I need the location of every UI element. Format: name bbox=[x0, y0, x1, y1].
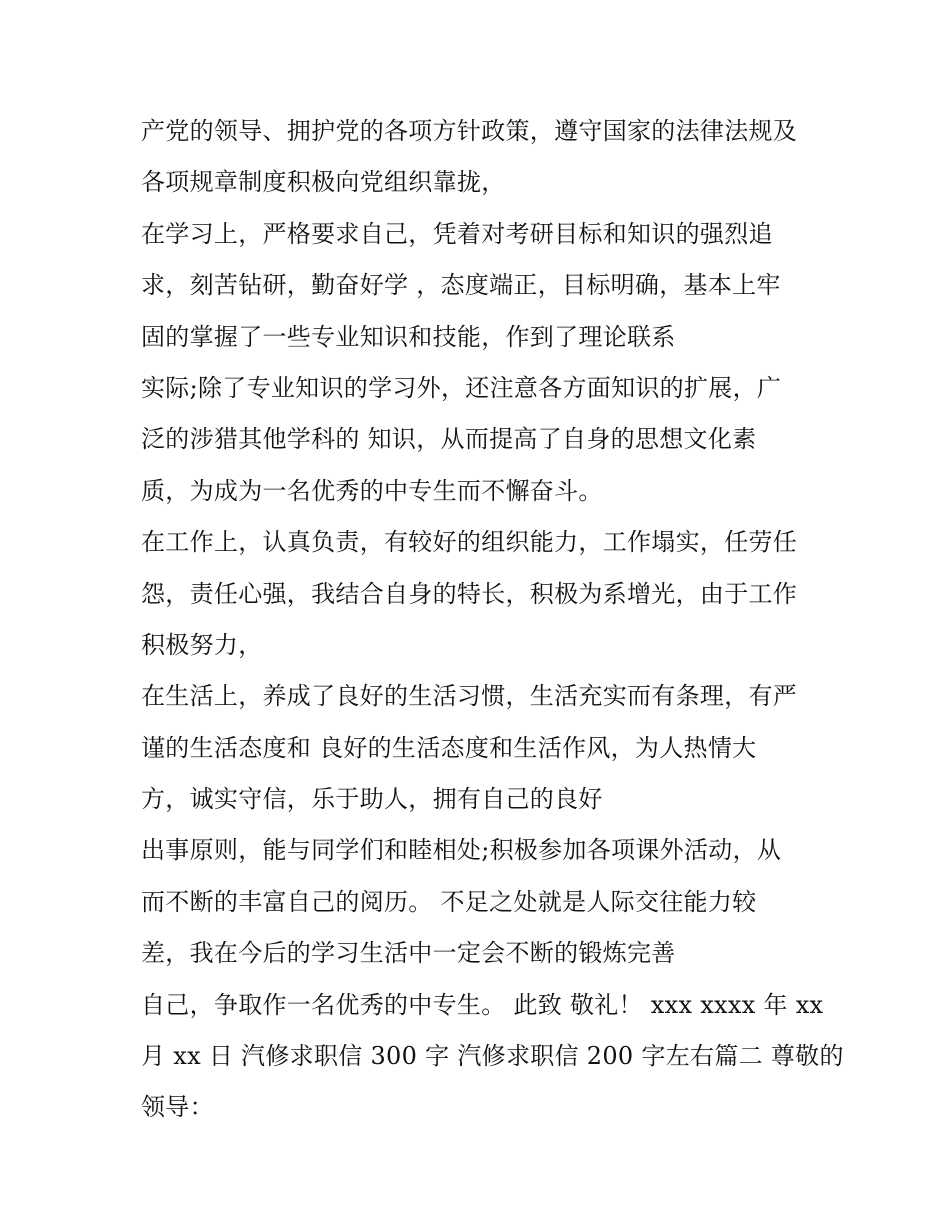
text-line: 积极努力， bbox=[141, 630, 263, 659]
text-line: 自己，争取作一名优秀的中专生。 此致 敬礼！ xxx xxxx 年 xx bbox=[141, 990, 824, 1019]
text-line: 实际;除了专业知识的学习外，还注意各方面知识的扩展，广 bbox=[141, 373, 782, 402]
text-line: 在生活上，养成了良好的生活习惯，生活充实而有条理，有严 bbox=[141, 682, 798, 711]
text-line: 谨的生活态度和 良好的生活态度和生活作风，为人热情大 bbox=[141, 733, 757, 762]
text-line: 差，我在今后的学习生活中一定会不断的锻炼完善 bbox=[141, 939, 676, 968]
document-body bbox=[141, 106, 844, 1134]
text-line: 质，为成为一名优秀的中专生而不懈奋斗。 bbox=[141, 476, 603, 505]
text-line: 而不断的丰富自己的阅历。 不足之处就是人际交往能力较 bbox=[141, 887, 757, 916]
text-line: 求，刻苦钻研，勤奋好学 ，态度端正，目标明确，基本上牢 bbox=[141, 271, 781, 300]
text-line: 领导： bbox=[141, 1093, 214, 1122]
text-line: 方，诚实守信，乐于助人，拥有自己的良好 bbox=[141, 785, 603, 814]
text-line: 固的掌握了一些专业知识和技能，作到了理论联系 bbox=[141, 322, 676, 351]
text-line: 产党的领导、拥护党的各项方针政策，遵守国家的法律法规及 bbox=[141, 117, 798, 145]
text-line: 各项规章制度积极向党组织靠拢， bbox=[141, 168, 506, 197]
text-line: 怨，责任心强，我结合自身的特长，积极为系增光，由于工作 bbox=[141, 579, 798, 608]
text-line: 在学习上，严格要求自己，凭着对考研目标和知识的强烈追 bbox=[141, 219, 773, 248]
text-line: 泛的涉猎其他学科的 知识，从而提高了自身的思想文化素 bbox=[141, 425, 757, 454]
text-line: 在工作上，认真负责，有较好的组织能力，工作塌实，任劳任 bbox=[141, 528, 798, 557]
text-line: 月 xx 日 汽修求职信 300 字 汽修求职信 200 字左右篇二 尊敬的 bbox=[141, 1042, 844, 1071]
text-line: 出事原则，能与同学们和睦相处;积极参加各项课外活动，从 bbox=[141, 836, 782, 865]
